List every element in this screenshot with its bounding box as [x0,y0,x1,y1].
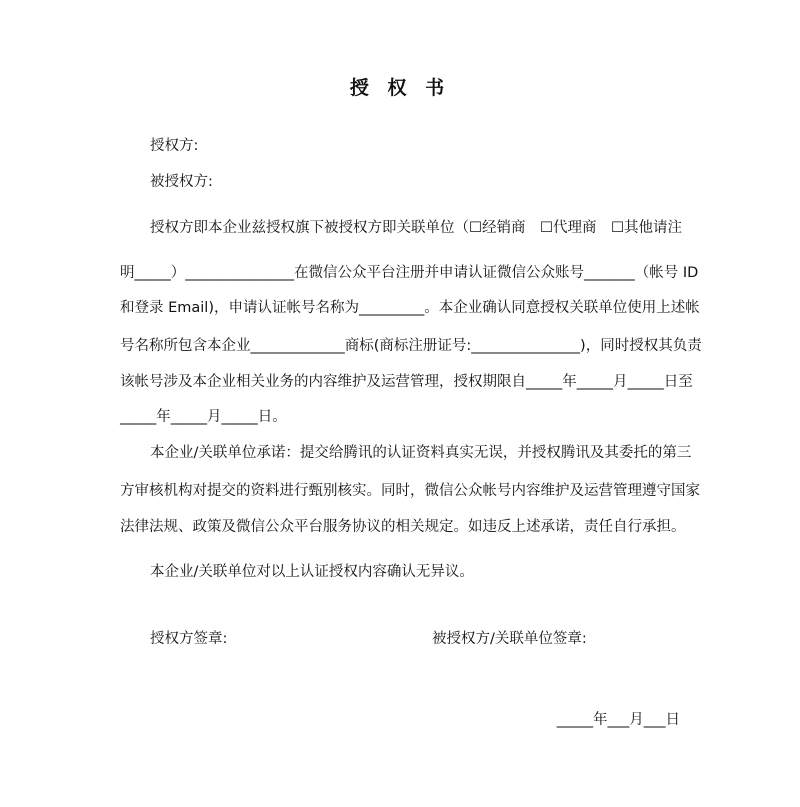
paragraph-1-line-3: 和登录 Email)，申请认证帐号名称为_________。本企业确认同意授权关联单位使用上述帐 [120,300,700,316]
grantee-label: 被授权方: [150,174,213,190]
paragraph-2-line-1: 本企业/关联单位承诺：提交给腾讯的认证资料真实无误，并授权腾讯及其委托的第三 [150,445,692,461]
paragraph-2-line-2: 方审核机构对提交的资料进行甄别核实。同时，微信公众帐号内容维护及运营管理遵守国家 [120,483,700,499]
paragraph-1-line-1: 授权方即本企业兹授权旗下被授权方即关联单位（☐经销商 ☐代理商 ☐其他请注 [150,220,682,236]
paragraph-1-line-4: 号名称所包含本企业_____________商标(商标注册证号:_______________)，同时授权其负责 [120,338,702,354]
grantor-signature-label: 授权方签章: [150,631,228,647]
signature-date: _____年___月___日 [556,712,680,728]
paragraph-1-line-5: 该帐号涉及本企业相关业务的内容维护及运营管理，授权期限自_____年_____月_____日至 [120,374,693,390]
paragraph-1-line-2: 明_____）_______________在微信公众平台注册并申请认证微信公众账号_______（帐号 ID [120,265,699,281]
paragraph-2-line-3: 法律法规、政策及微信公众平台服务协议的相关规定。如违反上述承诺，责任自行承担。 [120,519,686,535]
page-title: 授 权 书 [349,77,451,99]
paragraph-3: 本企业/关联单位对以上认证授权内容确认无异议。 [150,564,474,580]
paragraph-1-line-6: _____年_____月_____日。 [120,409,287,425]
grantor-label: 授权方: [150,138,199,154]
grantee-signature-label: 被授权方/关联单位签章: [432,631,587,647]
